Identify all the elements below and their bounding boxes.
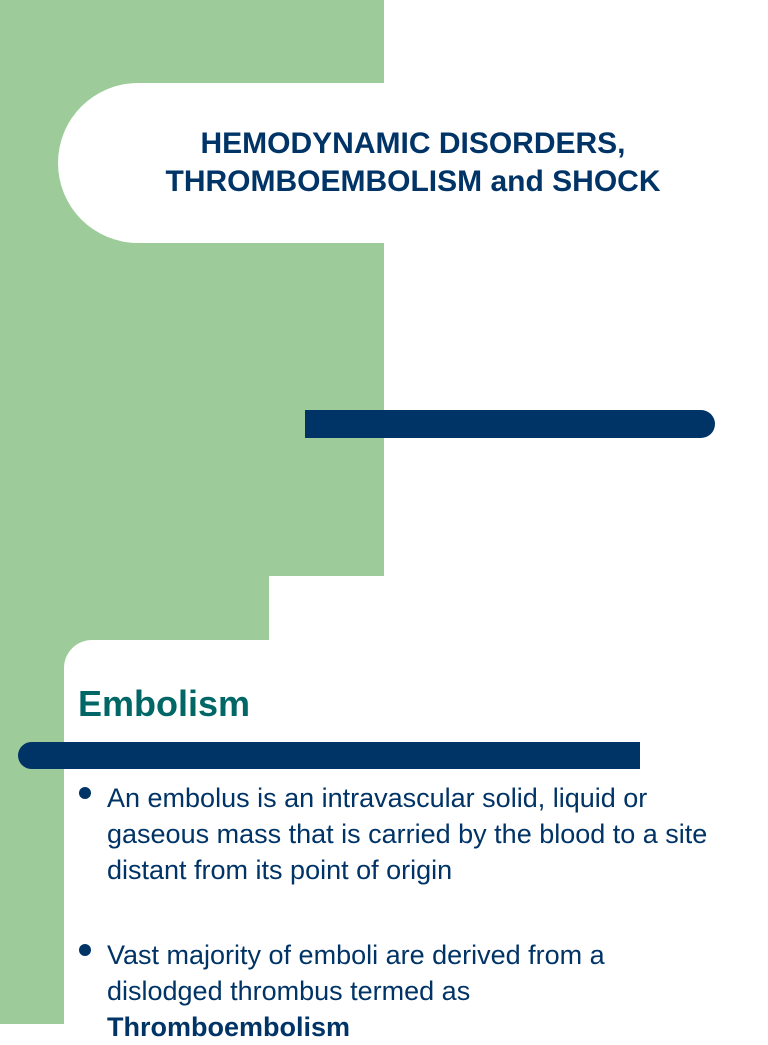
bullet-dot-icon — [79, 944, 91, 956]
bullet-text: Vast majority of emboli are derived from a dislodged thrombus termed as — [107, 940, 605, 1006]
slide1-title — [58, 125, 768, 201]
bullet-item — [76, 937, 716, 1045]
bullet-dot-icon — [79, 787, 91, 799]
bullet-bold-term: Thromboembolism — [107, 1012, 351, 1042]
slide1-accent-bar — [305, 410, 715, 438]
bullet-text: An embolus is an intravascular solid, liquid or gaseous mass that is carried by the blood to a site distant from its point of origin — [107, 783, 708, 885]
slide1-title-line1: HEMODYNAMIC DISORDERS, — [200, 127, 626, 160]
slide2-heading: Embolism — [78, 683, 251, 724]
slide2-accent-bar — [18, 742, 640, 769]
slide1-title-line2: THROMBOEMBOLISM and SHOCK — [165, 165, 661, 198]
bullet-list — [76, 780, 716, 1045]
bullet-item — [76, 780, 716, 888]
